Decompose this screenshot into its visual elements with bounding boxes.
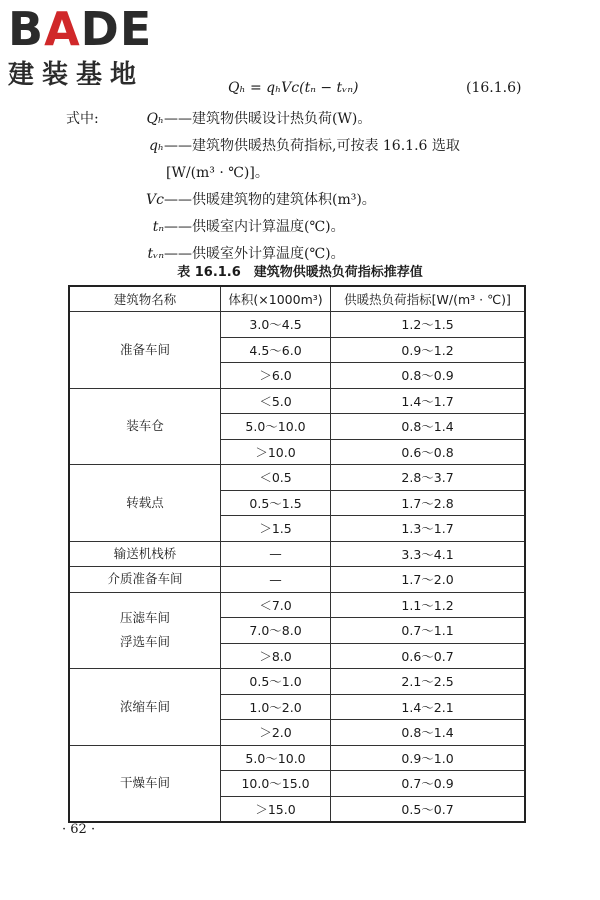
heating-index-cell: 1.4～2.1 bbox=[331, 694, 525, 720]
volume-cell: — bbox=[221, 541, 331, 567]
building-name: 干燥车间 bbox=[119, 775, 170, 791]
volume-cell: ＞10.0 bbox=[221, 439, 331, 465]
definitions-lead: 式中: bbox=[66, 111, 99, 127]
table-body bbox=[69, 312, 525, 823]
volume-cell: 5.0～10.0 bbox=[221, 745, 331, 771]
heating-index-cell: 3.3～4.1 bbox=[331, 541, 525, 567]
volume-cell: 7.0～8.0 bbox=[221, 618, 331, 644]
heating-index-cell: 1.3～1.7 bbox=[331, 516, 525, 542]
volume-cell: ＜5.0 bbox=[221, 388, 331, 414]
definition-text: ——供暖室内计算温度(℃)。 bbox=[164, 219, 345, 235]
definition-text: ——建筑物供暖设计热负荷(W)。 bbox=[164, 111, 372, 127]
building-name: 转载点 bbox=[126, 494, 164, 510]
volume-cell: 0.5～1.5 bbox=[221, 490, 331, 516]
table-row bbox=[69, 465, 525, 491]
heating-index-cell: 2.1～2.5 bbox=[331, 669, 525, 695]
volume-cell: ＜0.5 bbox=[221, 465, 331, 491]
table-row bbox=[69, 541, 525, 567]
volume-cell: 5.0～10.0 bbox=[221, 414, 331, 440]
table-row bbox=[69, 312, 525, 338]
building-name: 准备车间 bbox=[119, 341, 170, 357]
heating-index-cell: 1.4～1.7 bbox=[331, 388, 525, 414]
definition-continuation: [W/(m³ · ℃)]。 bbox=[166, 165, 269, 181]
definition-symbol: qₕ bbox=[148, 138, 164, 154]
formula-number: (16.1.6) bbox=[466, 80, 522, 96]
formula-expression: Qₕ = qₕVc(tₙ − tᵥₙ) bbox=[228, 80, 359, 96]
heating-index-cell: 0.6～0.7 bbox=[331, 643, 525, 669]
definition-text: ——供暖建筑物的建筑体积(m³)。 bbox=[164, 192, 376, 208]
volume-cell: 1.0～2.0 bbox=[221, 694, 331, 720]
table-row bbox=[69, 745, 525, 771]
building-name: 装车仓 bbox=[126, 418, 164, 434]
heating-index-cell: 1.7～2.0 bbox=[331, 567, 525, 593]
heating-index-cell: 0.7～0.9 bbox=[331, 771, 525, 797]
table-caption: 表 16.1.6 建筑物供暖热负荷指标推荐值 bbox=[177, 265, 423, 280]
column-header: 供暖热负荷指标[W/(m³ · ℃)] bbox=[331, 286, 525, 312]
volume-cell: ＞15.0 bbox=[221, 796, 331, 822]
building-name-cell bbox=[69, 541, 221, 567]
heating-index-cell: 1.7～2.8 bbox=[331, 490, 525, 516]
definition-symbol: Qₕ bbox=[146, 111, 164, 127]
table-header-row bbox=[69, 286, 525, 312]
volume-cell: ＞2.0 bbox=[221, 720, 331, 746]
heating-index-cell: 0.9～1.0 bbox=[331, 745, 525, 771]
building-name-cell bbox=[69, 745, 221, 822]
building-name-cell bbox=[69, 465, 221, 542]
volume-cell: 0.5～1.0 bbox=[221, 669, 331, 695]
table-row bbox=[69, 388, 525, 414]
definition-text: ——供暖室外计算温度(℃)。 bbox=[164, 246, 345, 262]
heating-index-cell: 0.5～0.7 bbox=[331, 796, 525, 822]
heating-index-cell: 0.8～0.9 bbox=[331, 363, 525, 389]
heating-index-cell: 0.7～1.1 bbox=[331, 618, 525, 644]
table-row bbox=[69, 567, 525, 593]
volume-cell: ＞6.0 bbox=[221, 363, 331, 389]
building-name: 输送机栈桥 bbox=[113, 545, 177, 561]
volume-cell: 10.0～15.0 bbox=[221, 771, 331, 797]
heating-index-cell: 0.8～1.4 bbox=[331, 720, 525, 746]
volume-cell: ＜7.0 bbox=[221, 592, 331, 618]
volume-cell: ＞1.5 bbox=[221, 516, 331, 542]
building-name-cell bbox=[69, 669, 221, 746]
building-name: 浓缩车间 bbox=[119, 698, 170, 714]
definition-symbol: tᵥₙ bbox=[147, 246, 164, 262]
heating-index-cell: 1.2～1.5 bbox=[331, 312, 525, 338]
heating-index-cell: 0.8～1.4 bbox=[331, 414, 525, 440]
table-row bbox=[69, 669, 525, 695]
building-name: 浮选车间 bbox=[119, 634, 170, 650]
definition-symbol: Vc bbox=[146, 192, 164, 208]
heating-load-table bbox=[68, 285, 526, 823]
definition-symbol: tₙ bbox=[152, 219, 164, 235]
heating-index-cell: 2.8～3.7 bbox=[331, 465, 525, 491]
heating-index-cell: 1.1～1.2 bbox=[331, 592, 525, 618]
column-header: 体积(×1000m³) bbox=[221, 286, 331, 312]
building-name-cell bbox=[69, 592, 221, 669]
formula-line bbox=[0, 76, 600, 102]
building-name-cell bbox=[69, 567, 221, 593]
page-number: · 62 · bbox=[62, 822, 96, 837]
building-name-cell bbox=[69, 388, 221, 465]
heating-index-cell: 0.9～1.2 bbox=[331, 337, 525, 363]
volume-cell: 3.0～4.5 bbox=[221, 312, 331, 338]
volume-cell: ＞8.0 bbox=[221, 643, 331, 669]
building-name-cell bbox=[69, 312, 221, 389]
heating-index-cell: 0.6～0.8 bbox=[331, 439, 525, 465]
column-header: 建筑物名称 bbox=[69, 286, 221, 312]
building-name: 介质准备车间 bbox=[107, 571, 183, 587]
volume-cell: — bbox=[221, 567, 331, 593]
logo-wordmark: BADE bbox=[8, 2, 153, 56]
definition-text: ——建筑物供暖热负荷指标,可按表 16.1.6 选取 bbox=[164, 138, 460, 154]
logo-subtitle: 建装基地 bbox=[8, 60, 145, 90]
building-name: 压滤车间 bbox=[119, 610, 170, 626]
volume-cell: 4.5～6.0 bbox=[221, 337, 331, 363]
table-row bbox=[69, 592, 525, 618]
